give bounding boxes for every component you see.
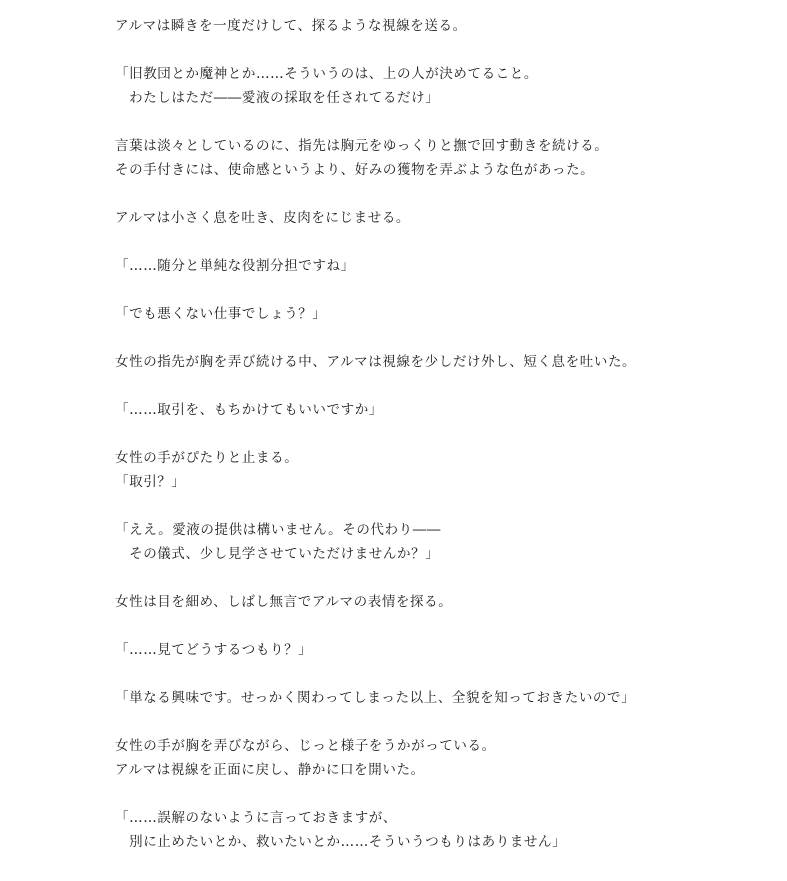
blank-line bbox=[115, 662, 775, 686]
text-line: アルマは視線を正面に戻し、静かに口を開いた。 bbox=[115, 762, 425, 778]
blank-line bbox=[115, 710, 775, 734]
text-line: 女性の指先が胸を弄び続ける中、アルマは視線を少しだけ外し、短く息を吐いた。 bbox=[115, 354, 637, 370]
text-line: 女性の手がぴたりと止まる。 bbox=[115, 450, 299, 466]
text-line: 女性の手が胸を弄びながら、じっと様子をうかがっている。 bbox=[115, 738, 496, 754]
blank-line bbox=[115, 566, 775, 590]
blank-line bbox=[115, 110, 775, 134]
blank-line bbox=[115, 614, 775, 638]
text-line: 「……見てどうするつもり？」 bbox=[115, 642, 313, 658]
blank-line bbox=[115, 422, 775, 446]
text-line: 「……誤解のないように言っておきますが、 bbox=[115, 810, 397, 826]
text-line: 言葉は淡々としているのに、指先は胸元をゆっくりと撫で回す動きを続ける。 bbox=[115, 138, 609, 154]
blank-line bbox=[115, 374, 775, 398]
blank-line bbox=[115, 494, 775, 518]
text-line: 「単なる興味です。せっかく関わってしまった以上、全貌を知っておきたいので」 bbox=[115, 690, 636, 706]
text-line: その儀式、少し見学させていただけませんか？」 bbox=[115, 546, 440, 562]
text-line: アルマは瞬きを一度だけして、探るような視線を送る。 bbox=[115, 18, 467, 34]
text-line: 「旧教団とか魔神とか……そういうのは、上の人が決めてること。 bbox=[115, 66, 538, 82]
text-line: わたしはただ――愛液の採取を任されてるだけ」 bbox=[115, 90, 440, 106]
text-line: 別に止めたいとか、救いたいとか……そういうつもりはありません」 bbox=[115, 834, 567, 850]
blank-line bbox=[115, 182, 775, 206]
document-body bbox=[115, 14, 775, 854]
text-line: 「……随分と単純な役割分担ですね」 bbox=[115, 258, 355, 274]
blank-line bbox=[115, 326, 775, 350]
text-line: その手付きには、使命感というより、好みの獲物を弄ぶような色があった。 bbox=[115, 162, 595, 178]
blank-line bbox=[115, 782, 775, 806]
text-line: 「……取引を、もちかけてもいいですか」 bbox=[115, 402, 383, 418]
text-line: 「でも悪くない仕事でしょう？」 bbox=[115, 306, 327, 322]
blank-line bbox=[115, 278, 775, 302]
text-line: アルマは小さく息を吐き、皮肉をにじませる。 bbox=[115, 210, 411, 226]
text-line: 「ええ。愛液の提供は構いません。その代わり―― bbox=[115, 522, 441, 538]
text-line: 女性は目を細め、しばし無言でアルマの表情を探る。 bbox=[115, 594, 453, 610]
blank-line bbox=[115, 38, 775, 62]
text-line: 「取引？」 bbox=[115, 474, 186, 490]
blank-line bbox=[115, 230, 775, 254]
